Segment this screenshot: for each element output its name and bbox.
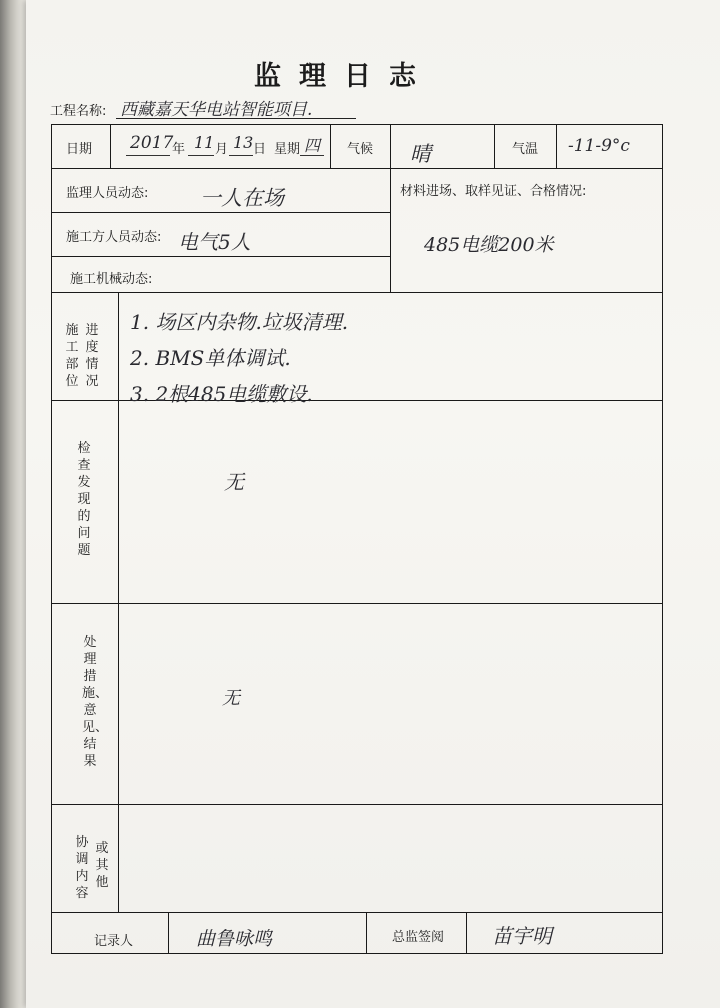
inspection-label: 检查发现的问题 [77, 441, 91, 558]
construction-staff-value: 电气5人 [178, 230, 251, 254]
coordination-label-other: 或其他 [95, 841, 109, 890]
weekday-label: 星期 [274, 142, 301, 157]
rule-temp-value [556, 124, 557, 168]
date-label: 日期 [66, 142, 93, 157]
rule-after-supervision [51, 212, 390, 213]
materials-value: 485电缆200米 [424, 234, 554, 256]
rule-date-label [110, 124, 111, 168]
progress-label-location: 施工部位 [65, 323, 79, 389]
handling-label: 处理措施、意见、结果 [82, 635, 109, 769]
project-name-underline [116, 118, 356, 119]
rule-chief-label [466, 912, 467, 954]
coordination-label: 协调内容 [75, 835, 89, 901]
recorder-signature: 曲鲁咏鸣 [196, 928, 273, 950]
rule-weather-label [390, 124, 391, 292]
temperature-value: -11-9°c [568, 136, 630, 156]
rule-date-weather [330, 124, 331, 168]
handling-value: 无 [222, 688, 240, 709]
weather-value: 晴 [410, 142, 431, 166]
supervision-staff-value: 一人在场 [200, 186, 284, 210]
rule-after-coordination [51, 912, 663, 913]
progress-item: 2. BMS单体调试. [130, 346, 291, 370]
project-name-label: 工程名称: [50, 104, 107, 119]
materials-label: 材料进场、取样见证、合格情况: [400, 184, 587, 199]
weekday-underline [300, 155, 324, 156]
weekday-value: 四 [304, 136, 321, 155]
rule-section-labels [118, 292, 119, 912]
date-year-underline [126, 155, 170, 156]
rule-after-handling [51, 804, 663, 805]
temperature-label: 气温 [512, 142, 539, 157]
machinery-label: 施工机械动态: [70, 272, 153, 287]
rule-after-machinery [51, 292, 663, 293]
recorder-label: 记录人 [94, 934, 134, 949]
rule-after-construction [51, 256, 390, 257]
date-year-unit: 年 [172, 142, 186, 157]
rule-recorder-label [168, 912, 169, 954]
project-name-value: 西藏嘉天华电站智能项目. [120, 100, 313, 120]
rule-recorder-value [366, 912, 367, 954]
progress-item: 3. 2根485电缆敷设. [130, 382, 313, 406]
date-year: 2017 [130, 133, 174, 153]
date-day: 13 [233, 133, 254, 152]
rule-after-date-row [51, 168, 663, 169]
log-table [51, 124, 663, 954]
date-month: 11 [194, 133, 215, 152]
inspection-value: 无 [224, 470, 244, 494]
progress-item: 1. 场区内杂物.垃圾清理. [130, 310, 349, 334]
rule-temp-label [494, 124, 495, 168]
rule-after-inspection [51, 603, 663, 604]
date-month-unit: 月 [215, 142, 229, 157]
chief-review-label: 总监签阅 [392, 930, 445, 945]
date-month-underline [188, 155, 214, 156]
page-title: 监理日志 [254, 61, 434, 92]
supervision-staff-label: 监理人员动态: [66, 186, 149, 201]
construction-staff-label: 施工方人员动态: [66, 230, 162, 245]
progress-label-status: 进度情况 [85, 323, 99, 389]
date-day-unit: 日 [253, 142, 267, 157]
weather-label: 气候 [347, 142, 374, 157]
date-day-underline [229, 155, 253, 156]
chief-signature: 苗宇明 [492, 924, 552, 948]
